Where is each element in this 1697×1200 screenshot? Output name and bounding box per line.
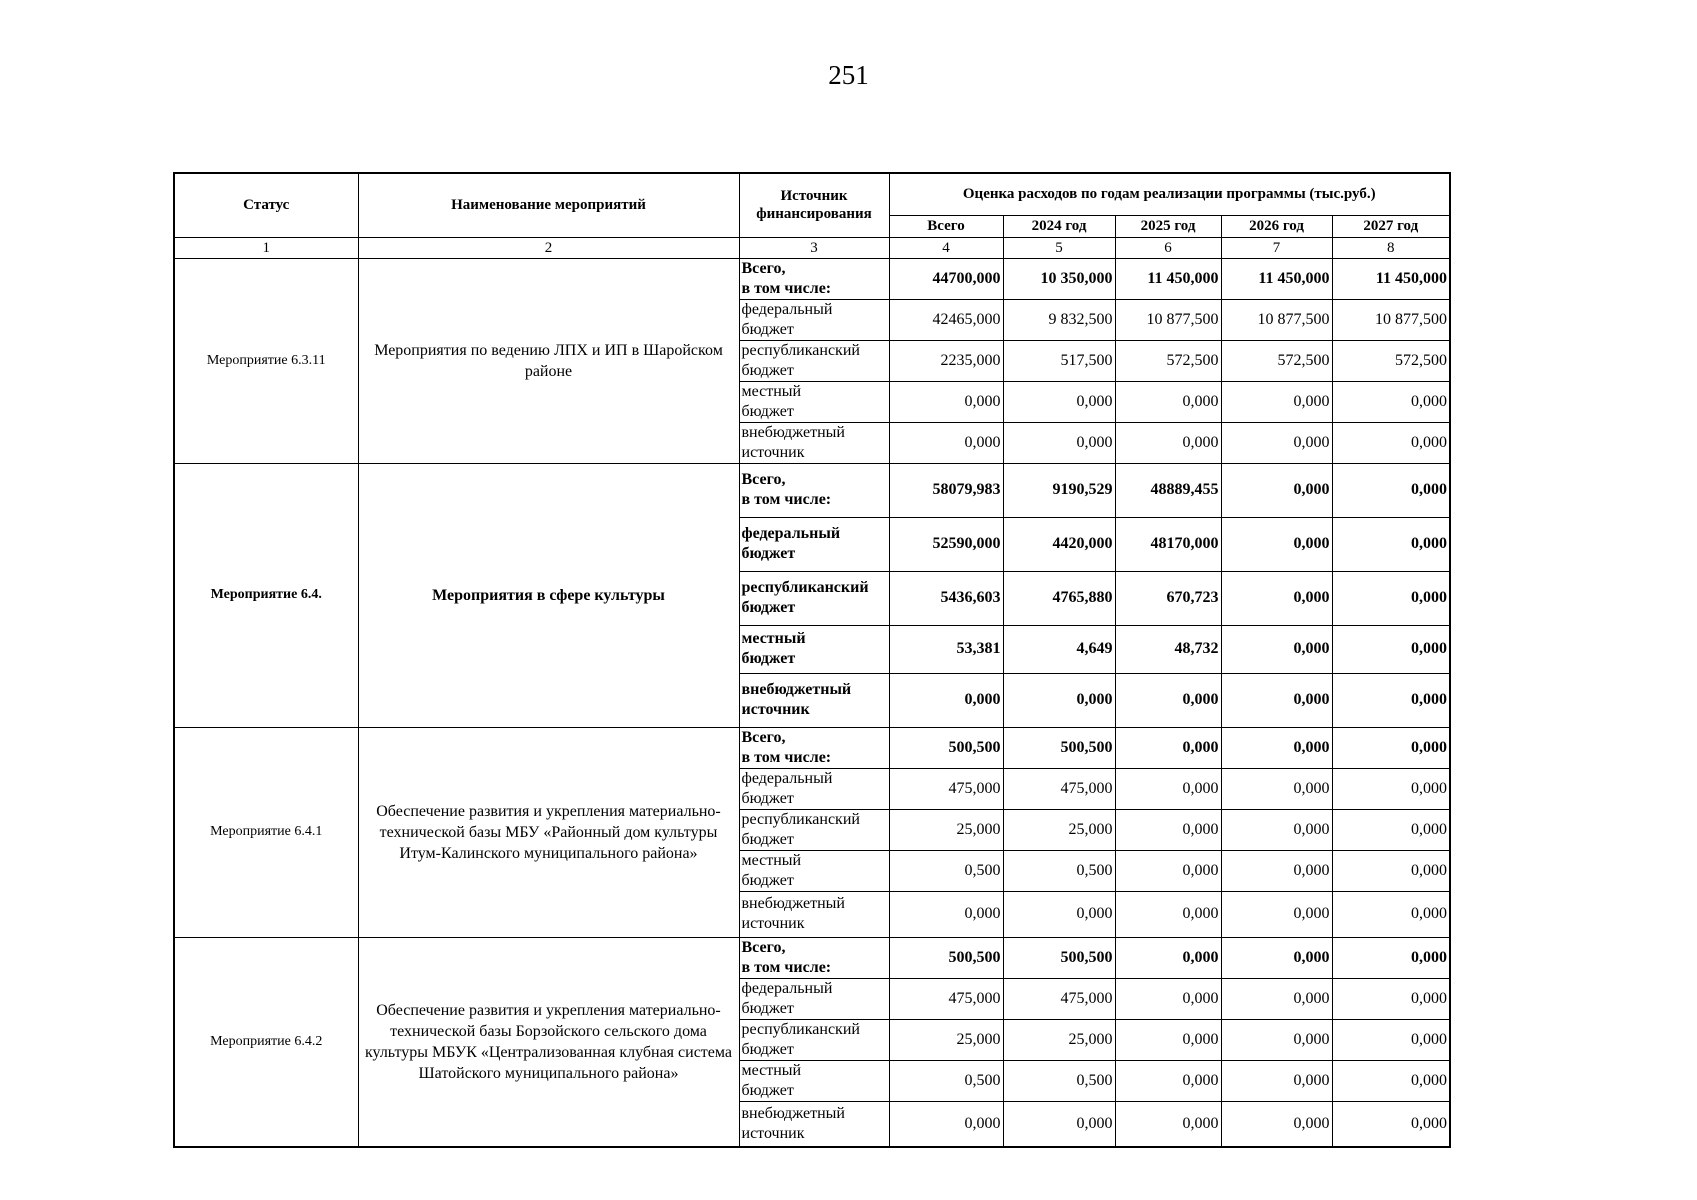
value-cell: 0,000 bbox=[1115, 673, 1221, 727]
header-name: Наименование мероприятий bbox=[358, 173, 739, 237]
source-line: бюджет bbox=[741, 999, 794, 1017]
source-line: источник bbox=[741, 915, 805, 932]
value-cell: 572,500 bbox=[1221, 340, 1332, 381]
value-cell: 0,000 bbox=[1221, 891, 1332, 937]
source-line: бюджет bbox=[741, 599, 796, 616]
column-numbers-row bbox=[174, 237, 1450, 258]
value-cell: 25,000 bbox=[1003, 1019, 1115, 1060]
value-cell: 0,000 bbox=[889, 422, 1003, 463]
value-cell: 0,000 bbox=[1332, 571, 1450, 625]
source-line: Всего, bbox=[741, 728, 786, 746]
source-line: местный bbox=[741, 851, 802, 869]
value-cell: 0,000 bbox=[1115, 1060, 1221, 1101]
source-line: федеральный bbox=[741, 525, 841, 542]
activity-name-cell: Обеспечение развития и укрепления материально-технической базы МБУ «Районный дом культуры Итум-Калинского муниципального района» bbox=[358, 727, 739, 937]
value-cell: 0,000 bbox=[1221, 463, 1332, 517]
value-cell: 44700,000 bbox=[889, 258, 1003, 299]
source-line: внебюджетный bbox=[741, 423, 845, 441]
value-cell: 4,649 bbox=[1003, 625, 1115, 673]
value-cell: 10 350,000 bbox=[1003, 258, 1115, 299]
source-cell bbox=[739, 978, 889, 1019]
status-cell: Мероприятие 6.3.11 bbox=[174, 258, 358, 463]
value-cell: 0,000 bbox=[1332, 768, 1450, 809]
header-year-2026: 2026 год bbox=[1221, 215, 1332, 237]
value-cell: 52590,000 bbox=[889, 517, 1003, 571]
value-cell: 475,000 bbox=[889, 768, 1003, 809]
value-cell: 0,000 bbox=[1115, 937, 1221, 978]
value-cell: 48,732 bbox=[1115, 625, 1221, 673]
col-number: 7 bbox=[1221, 237, 1332, 258]
value-cell: 475,000 bbox=[889, 978, 1003, 1019]
value-cell: 10 877,500 bbox=[1332, 299, 1450, 340]
value-cell: 25,000 bbox=[889, 809, 1003, 850]
value-cell: 0,500 bbox=[889, 850, 1003, 891]
table-body bbox=[174, 258, 1450, 1147]
source-line: источник bbox=[741, 443, 805, 461]
header-year-2027: 2027 год bbox=[1332, 215, 1450, 237]
value-cell: 572,500 bbox=[1115, 340, 1221, 381]
status-cell: Мероприятие 6.4.1 bbox=[174, 727, 358, 937]
source-line: республиканский bbox=[741, 579, 869, 596]
value-cell: 0,000 bbox=[1332, 1101, 1450, 1147]
header-status: Статус bbox=[174, 173, 358, 237]
col-number: 1 bbox=[174, 237, 358, 258]
source-line: бюджет bbox=[741, 830, 794, 848]
value-cell: 475,000 bbox=[1003, 768, 1115, 809]
status-cell: Мероприятие 6.4.2 bbox=[174, 937, 358, 1147]
value-cell: 4765,880 bbox=[1003, 571, 1115, 625]
value-cell: 0,000 bbox=[1221, 850, 1332, 891]
value-cell: 0,000 bbox=[1221, 1101, 1332, 1147]
value-cell: 0,500 bbox=[1003, 1060, 1115, 1101]
value-cell: 0,000 bbox=[1221, 768, 1332, 809]
source-cell bbox=[739, 891, 889, 937]
value-cell: 53,381 bbox=[889, 625, 1003, 673]
source-line: бюджет bbox=[741, 1081, 794, 1099]
value-cell: 4420,000 bbox=[1003, 517, 1115, 571]
value-cell: 0,000 bbox=[1332, 937, 1450, 978]
source-cell bbox=[739, 422, 889, 463]
col-number: 6 bbox=[1115, 237, 1221, 258]
source-cell bbox=[739, 258, 889, 299]
source-line: бюджет bbox=[741, 871, 794, 889]
source-line: бюджет bbox=[741, 545, 796, 562]
value-cell: 10 877,500 bbox=[1221, 299, 1332, 340]
value-cell: 0,000 bbox=[1221, 978, 1332, 1019]
value-cell: 5436,603 bbox=[889, 571, 1003, 625]
source-cell bbox=[739, 937, 889, 978]
value-cell: 500,500 bbox=[889, 937, 1003, 978]
source-line: федеральный bbox=[741, 979, 833, 997]
value-cell: 0,000 bbox=[889, 1101, 1003, 1147]
value-cell: 0,000 bbox=[1332, 727, 1450, 768]
value-cell: 48889,455 bbox=[1115, 463, 1221, 517]
value-cell: 500,500 bbox=[889, 727, 1003, 768]
source-cell bbox=[739, 727, 889, 768]
source-line: республиканский bbox=[741, 341, 860, 359]
source-cell bbox=[739, 850, 889, 891]
value-cell: 572,500 bbox=[1332, 340, 1450, 381]
value-cell: 9 832,500 bbox=[1003, 299, 1115, 340]
value-cell: 0,000 bbox=[1115, 978, 1221, 1019]
source-cell bbox=[739, 463, 889, 517]
value-cell: 0,000 bbox=[1221, 422, 1332, 463]
source-cell bbox=[739, 673, 889, 727]
value-cell: 2235,000 bbox=[889, 340, 1003, 381]
source-line: федеральный bbox=[741, 769, 833, 787]
table-row bbox=[174, 258, 1450, 299]
value-cell: 0,000 bbox=[1332, 1019, 1450, 1060]
source-line: в том числе: bbox=[741, 748, 832, 766]
source-cell bbox=[739, 809, 889, 850]
status-cell: Мероприятие 6.4. bbox=[174, 463, 358, 727]
source-cell bbox=[739, 340, 889, 381]
source-cell bbox=[739, 1060, 889, 1101]
value-cell: 0,000 bbox=[1332, 673, 1450, 727]
value-cell: 0,000 bbox=[1003, 422, 1115, 463]
source-cell bbox=[739, 299, 889, 340]
value-cell: 0,000 bbox=[1221, 1019, 1332, 1060]
value-cell: 500,500 bbox=[1003, 727, 1115, 768]
source-line: источник bbox=[741, 1124, 805, 1142]
value-cell: 0,000 bbox=[1332, 850, 1450, 891]
value-cell: 9190,529 bbox=[1003, 463, 1115, 517]
value-cell: 0,000 bbox=[1332, 809, 1450, 850]
value-cell: 0,000 bbox=[1332, 1060, 1450, 1101]
value-cell: 0,000 bbox=[1115, 809, 1221, 850]
source-line: республиканский bbox=[741, 1020, 860, 1038]
table-row bbox=[174, 727, 1450, 768]
source-line: бюджет bbox=[741, 650, 796, 667]
value-cell: 0,000 bbox=[1115, 422, 1221, 463]
value-cell: 0,000 bbox=[889, 381, 1003, 422]
source-line: бюджет bbox=[741, 1040, 794, 1058]
value-cell: 517,500 bbox=[1003, 340, 1115, 381]
value-cell: 0,000 bbox=[1221, 1060, 1332, 1101]
source-line: местный bbox=[741, 630, 806, 647]
value-cell: 25,000 bbox=[889, 1019, 1003, 1060]
source-line: внебюджетный bbox=[741, 1104, 845, 1122]
value-cell: 0,000 bbox=[1115, 381, 1221, 422]
value-cell: 25,000 bbox=[1003, 809, 1115, 850]
source-cell bbox=[739, 381, 889, 422]
value-cell: 0,000 bbox=[1332, 978, 1450, 1019]
activity-name-cell: Обеспечение развития и укрепления материально-технической базы Борзойского сельского дома культуры МБУК «Централизованная клубная система Шатойского муниципального района» bbox=[358, 937, 739, 1147]
value-cell: 0,000 bbox=[1221, 625, 1332, 673]
source-line: в том числе: bbox=[741, 279, 832, 297]
source-line: республиканский bbox=[741, 810, 860, 828]
value-cell: 11 450,000 bbox=[1221, 258, 1332, 299]
col-number: 4 bbox=[889, 237, 1003, 258]
source-cell bbox=[739, 1019, 889, 1060]
source-line: бюджет bbox=[741, 789, 794, 807]
source-line: Всего, bbox=[741, 938, 786, 956]
value-cell: 0,000 bbox=[1332, 625, 1450, 673]
col-number: 3 bbox=[739, 237, 889, 258]
source-cell bbox=[739, 571, 889, 625]
value-cell: 0,000 bbox=[1332, 517, 1450, 571]
value-cell: 0,000 bbox=[1115, 1019, 1221, 1060]
value-cell: 500,500 bbox=[1003, 937, 1115, 978]
budget-table bbox=[173, 172, 1451, 1148]
value-cell: 0,000 bbox=[1221, 571, 1332, 625]
value-cell: 475,000 bbox=[1003, 978, 1115, 1019]
source-cell bbox=[739, 625, 889, 673]
value-cell: 48170,000 bbox=[1115, 517, 1221, 571]
value-cell: 0,000 bbox=[1115, 727, 1221, 768]
value-cell: 0,000 bbox=[1221, 381, 1332, 422]
col-number: 8 bbox=[1332, 237, 1450, 258]
value-cell: 0,000 bbox=[1221, 673, 1332, 727]
source-line: источник bbox=[741, 701, 810, 718]
value-cell: 0,500 bbox=[889, 1060, 1003, 1101]
source-line: Всего, bbox=[741, 259, 786, 277]
table-row bbox=[174, 937, 1450, 978]
source-line: местный bbox=[741, 1061, 802, 1079]
activity-name-cell: Мероприятия в сфере культуры bbox=[358, 463, 739, 727]
header-year-2024: 2024 год bbox=[1003, 215, 1115, 237]
value-cell: 11 450,000 bbox=[1332, 258, 1450, 299]
value-cell: 0,000 bbox=[1332, 891, 1450, 937]
value-cell: 11 450,000 bbox=[1115, 258, 1221, 299]
value-cell: 0,000 bbox=[1115, 768, 1221, 809]
value-cell: 0,000 bbox=[889, 891, 1003, 937]
value-cell: 0,000 bbox=[1003, 673, 1115, 727]
page-number: 251 bbox=[828, 60, 869, 90]
source-line: в том числе: bbox=[741, 491, 832, 508]
source-line: внебюджетный bbox=[741, 895, 845, 912]
value-cell: 0,000 bbox=[1115, 891, 1221, 937]
value-cell: 0,000 bbox=[1003, 381, 1115, 422]
value-cell: 0,000 bbox=[1332, 463, 1450, 517]
source-line: внебюджетный bbox=[741, 681, 852, 698]
col-number: 5 bbox=[1003, 237, 1115, 258]
header-year-2025: 2025 год bbox=[1115, 215, 1221, 237]
source-line: бюджет bbox=[741, 320, 794, 338]
value-cell: 0,000 bbox=[1221, 727, 1332, 768]
header-estimate: Оценка расходов по годам реализации программы (тыс.руб.) bbox=[889, 173, 1450, 215]
value-cell: 670,723 bbox=[1115, 571, 1221, 625]
table-row bbox=[174, 463, 1450, 517]
value-cell: 0,000 bbox=[1115, 850, 1221, 891]
col-number: 2 bbox=[358, 237, 739, 258]
value-cell: 0,000 bbox=[1003, 1101, 1115, 1147]
value-cell: 0,000 bbox=[1332, 422, 1450, 463]
header-year-total: Всего bbox=[889, 215, 1003, 237]
value-cell: 0,000 bbox=[1221, 809, 1332, 850]
value-cell: 0,500 bbox=[1003, 850, 1115, 891]
value-cell: 0,000 bbox=[1003, 891, 1115, 937]
value-cell: 10 877,500 bbox=[1115, 299, 1221, 340]
value-cell: 0,000 bbox=[1221, 937, 1332, 978]
source-line: бюджет bbox=[741, 402, 794, 420]
source-line: местный bbox=[741, 382, 802, 400]
source-cell bbox=[739, 1101, 889, 1147]
source-cell bbox=[739, 517, 889, 571]
header-source: Источник финансирования bbox=[739, 173, 889, 237]
source-cell bbox=[739, 768, 889, 809]
source-line: федеральный bbox=[741, 300, 833, 318]
source-line: бюджет bbox=[741, 361, 794, 379]
value-cell: 0,000 bbox=[889, 673, 1003, 727]
source-line: Всего, bbox=[741, 471, 786, 488]
activity-name-cell: Мероприятия по ведению ЛПХ и ИП в Шаройском районе bbox=[358, 258, 739, 463]
value-cell: 58079,983 bbox=[889, 463, 1003, 517]
source-line: в том числе: bbox=[741, 958, 832, 976]
value-cell: 42465,000 bbox=[889, 299, 1003, 340]
value-cell: 0,000 bbox=[1332, 381, 1450, 422]
value-cell: 0,000 bbox=[1115, 1101, 1221, 1147]
value-cell: 0,000 bbox=[1221, 517, 1332, 571]
